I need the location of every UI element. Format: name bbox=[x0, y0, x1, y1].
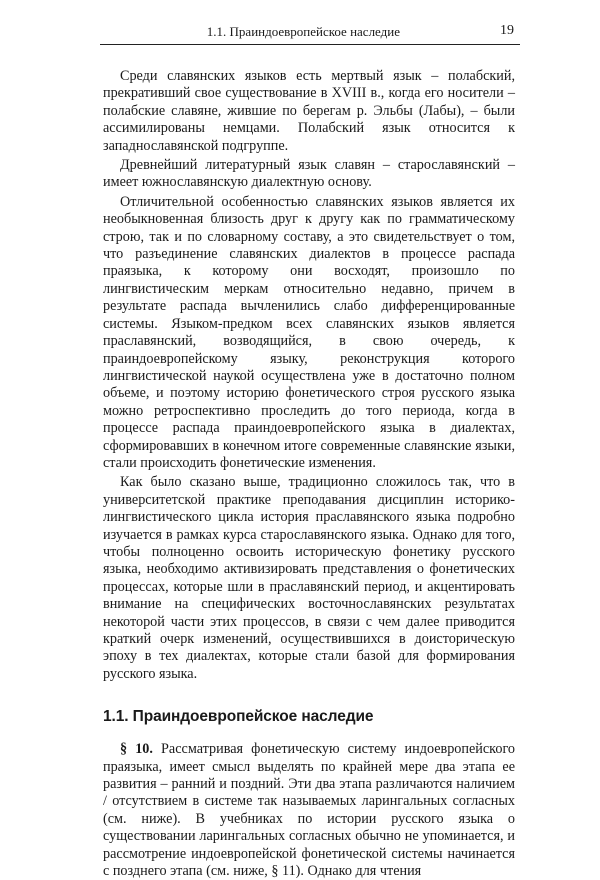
running-header-title: 1.1. Праиндоевропейское наследие bbox=[206, 24, 400, 39]
paragraph: Среди славянских языков есть мертвый язык – полабский, прекративший свое существование в XVIII в., когда его носители – полабские славяне, жившие по берегам р. Эльбы (Лабы), – были ассимилированы немцами. Полабский язык относится к западнославянской подгруппе. bbox=[103, 68, 515, 154]
paragraph: Отличительной особенностью славянских языков является их необыкновенная близость друг к другу как по грамматическому строю, так и по словарному составу, а это свидетельствует о том, что разъединение славянских диалектов в процессе распада праязыка, к которому они восходят, произошло по лингвистическим меркам относительно недавно, причем в результате распада вычленились слабо дифференцированные системы. Языком-предком всех славянских языков является праславянский, возводящийся, в свою очередь, к праиндоевропейскому языку, реконструкция которого лингвистической наукой осуществлена уже в достаточно полном объеме, и поэтому историю фонетического строя русского языка можно ретроспективно проследить до того периода, когда в процессе распада праиндоевропейского языка в диалектах, сформировавших в конечном итоге современные славянские языки, стали происходить фонетические изменения. bbox=[103, 193, 515, 471]
section-heading: 1.1. Праиндоевропейское наследие bbox=[103, 708, 374, 726]
page-number: 19 bbox=[500, 23, 514, 38]
section-paragraph bbox=[103, 741, 515, 880]
paragraph: Как было сказано выше, традиционно сложилось так, что в университетской практике преподавания дисциплин историко-лингвистического цикла история праславянского языка подробно изучается в рамках курса старославянского языка. Однако для того, чтобы полноценно освоить историческую фонетику русского языка, необходимо активизировать представления о фонетических процессах, которые шли в праславянский период, и акцентировать внимание на специфических восточнославянских результатах некоторой части этих процессов, в связи с чем далее приводится краткий очерк изменений, осуществившихся в доисторическую эпоху в тех диалектах, которые стали базой для формирования русского языка. bbox=[103, 474, 515, 682]
paragraph-marker: § 10. bbox=[120, 741, 153, 758]
section-paragraph-text: Рассматривая фонетическую систему индоевропейского праязыка, имеет смысл выделять по крайней мере два этапа ее развития – ранний и поздний. Эти два этапа различаются наличием / отсутствием в системе так называемых ларингальных согласных (см. ниже). В учебниках по истории русского языка о существовании ларингальных согласных обычно не упоминается, и рассмотрение индоевропейской фонетической системы начинается с позднего этапа (см. ниже, § 11). Однако для чтения bbox=[103, 741, 515, 880]
paragraph: Древнейший литературный язык славян – старославянский – имеет южнославянскую диалектную основу. bbox=[103, 157, 515, 191]
running-header bbox=[100, 22, 520, 45]
body-text bbox=[103, 68, 515, 880]
